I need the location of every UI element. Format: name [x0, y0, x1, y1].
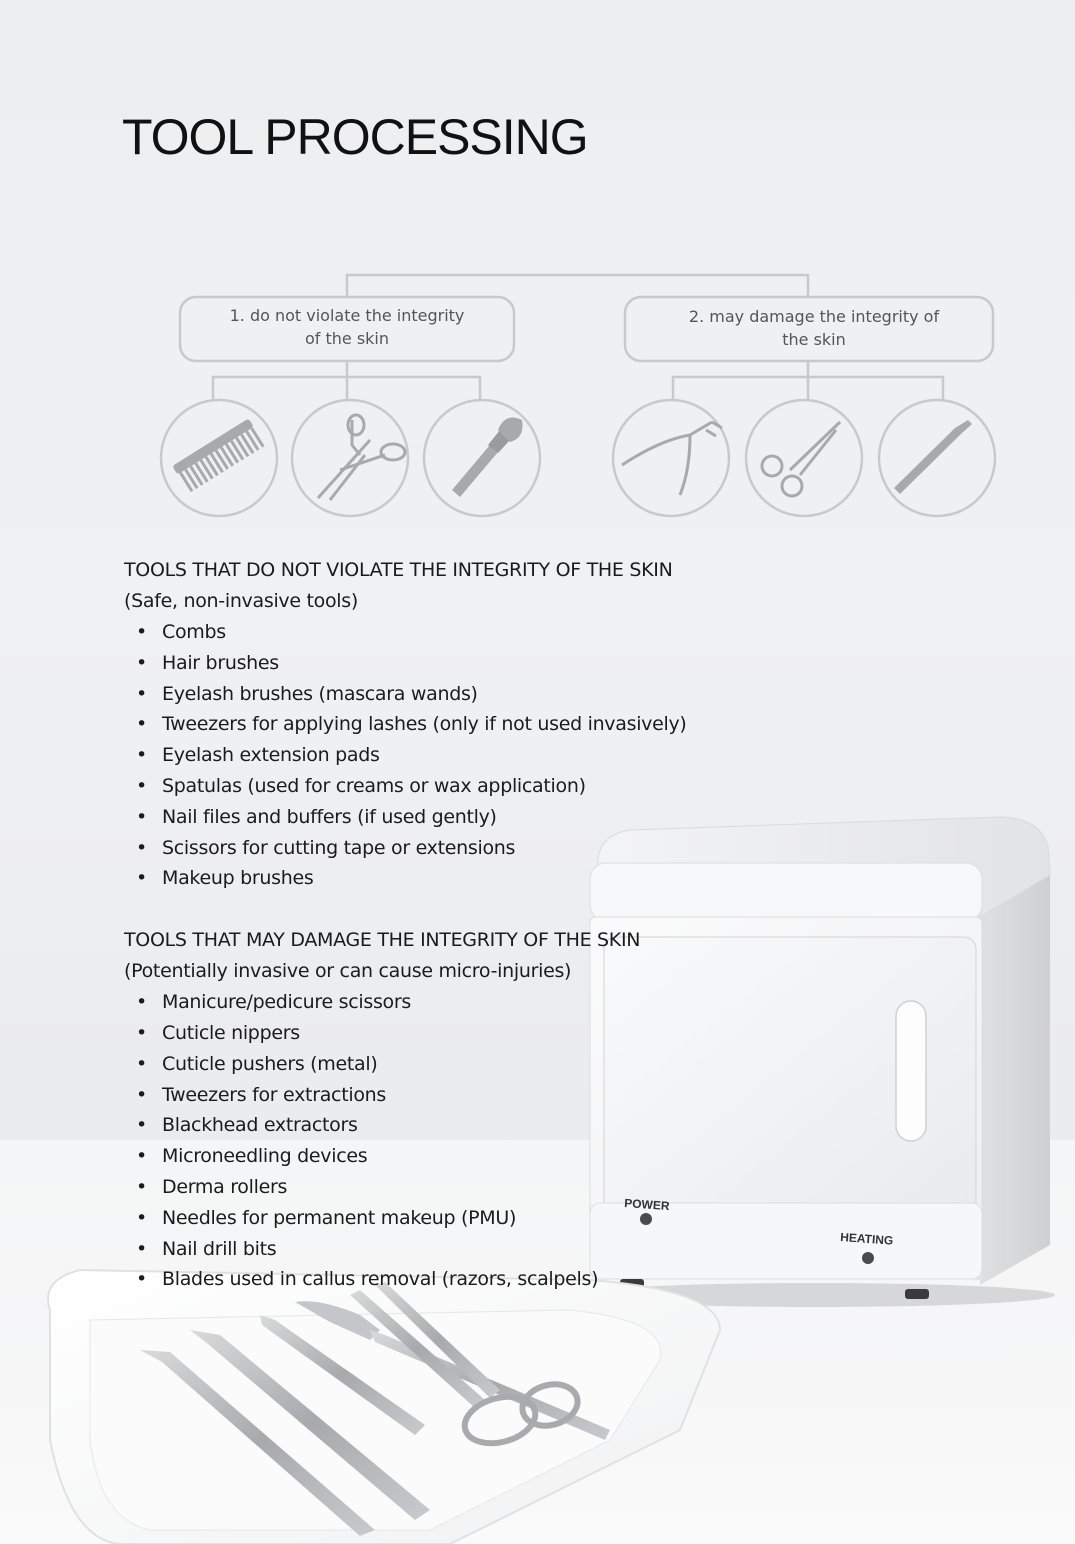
list-item: • Makeup brushes	[124, 863, 764, 894]
list-item: • Eyelash brushes (mascara wands)	[124, 679, 764, 710]
section2-heading: TOOLS THAT MAY DAMAGE THE INTEGRITY OF THE SKIN	[124, 929, 641, 952]
section-non-invasive	[124, 555, 764, 894]
list-item: • Tweezers for applying lashes (only if not used invasively)	[124, 709, 764, 740]
list-item: • Hair brushes	[124, 648, 764, 679]
list-item: • Spatulas (used for creams or wax application)	[124, 771, 764, 802]
manicure-scissors-icon	[762, 422, 840, 496]
makeup-brush-icon	[452, 418, 523, 497]
list-item: • Tweezers for extractions	[124, 1080, 764, 1111]
power-label: POWER	[623, 1196, 671, 1214]
tweezers-icon	[894, 420, 972, 494]
section1-list	[124, 617, 764, 894]
list-item: • Cuticle pushers (metal)	[124, 1049, 764, 1080]
section2-subheading: (Potentially invasive or can cause micro-injuries)	[124, 960, 572, 983]
tweezers-circle	[879, 400, 995, 516]
node2-line2: the skin	[782, 330, 846, 349]
section-invasive	[124, 925, 764, 1295]
comb-icon	[172, 418, 265, 493]
section1-subheading: (Safe, non-invasive tools)	[124, 590, 358, 612]
node-may-damage	[625, 305, 1003, 351]
list-item: • Cuticle nippers	[124, 1018, 764, 1049]
list-item: • Combs	[124, 617, 764, 648]
list-item: • Eyelash extension pads	[124, 740, 764, 771]
page-title: TOOL PROCESSING	[122, 109, 588, 165]
scissors-icon	[318, 415, 405, 500]
list-item: • Blades used in callus removal (razors, scalpels)	[124, 1264, 764, 1295]
list-item: • Nail drill bits	[124, 1234, 764, 1265]
list-item: • Derma rollers	[124, 1172, 764, 1203]
node1-line2: of the skin	[304, 329, 390, 348]
list-item: • Microneedling devices	[124, 1141, 764, 1172]
node1-line1: 1. do not violate the integrity	[229, 306, 465, 325]
node2-line1: 2. may damage the integrity of	[688, 307, 940, 326]
cuticle-nipper-icon	[622, 422, 722, 495]
tool-lists	[124, 555, 764, 1295]
heating-label: HEATING	[839, 1230, 894, 1248]
list-item: • Manicure/pedicure scissors	[124, 987, 764, 1018]
list-item: • Scissors for cutting tape or extensions	[124, 833, 764, 864]
section1-heading: TOOLS THAT DO NOT VIOLATE THE INTEGRITY OF THE SKIN	[124, 559, 673, 581]
tool-classification-diagram	[0, 0, 1075, 540]
node-do-not-violate	[180, 304, 514, 350]
list-item: • Nail files and buffers (if used gently)	[124, 802, 764, 833]
list-item: • Blackhead extractors	[124, 1110, 764, 1141]
section2-list	[124, 987, 764, 1295]
list-item: • Needles for permanent makeup (PMU)	[124, 1203, 764, 1234]
